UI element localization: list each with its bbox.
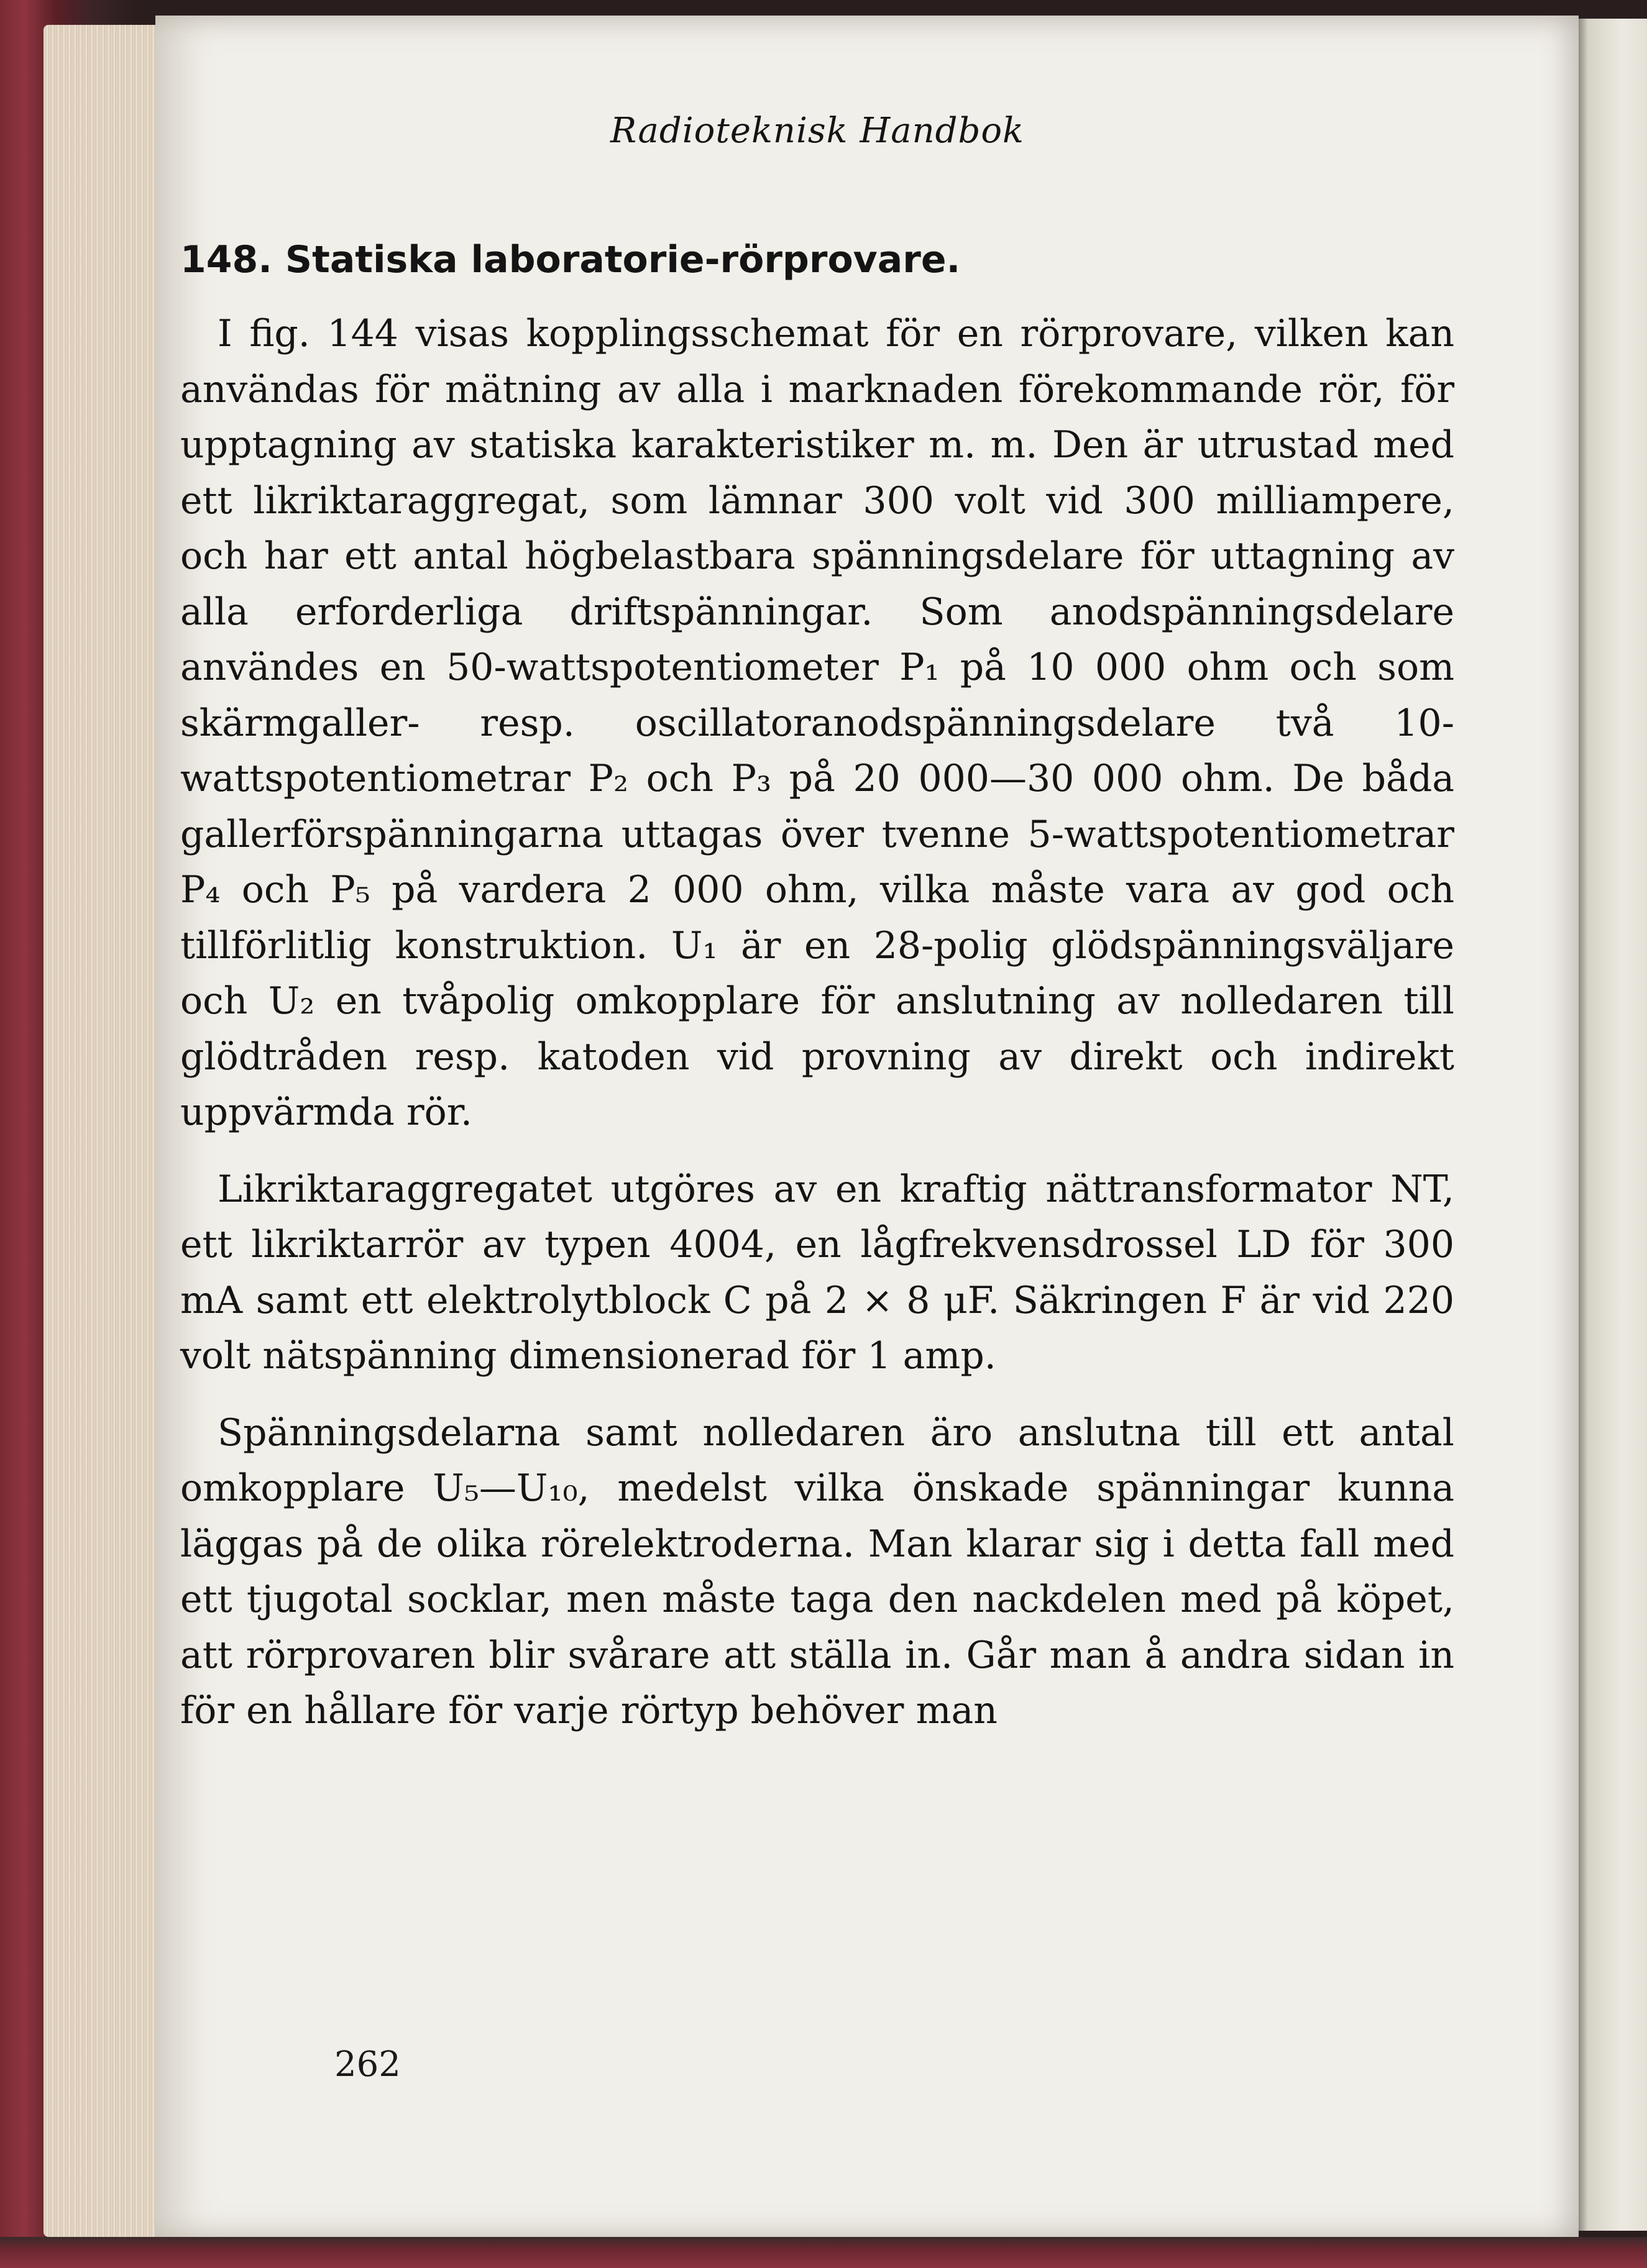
facing-page-edge [1572, 19, 1647, 2231]
page-content [180, 93, 1454, 1739]
running-head: Radioteknisk Handbok [610, 111, 1024, 151]
paragraph-3: Spänningsdelarna samt nolledaren äro anslutna till ett antal omkopplare U₅—U₁₀, medelst vilka önskade spänningar kunna läggas på de olika rörelektroderna. Man klarar sig i detta fall med ett tjugotal socklar, men måste taga den nackdelen med på köpet, att rörprovaren blir svårare att ställa in. Går man å andra sidan in för en hållare för varje rörtyp behöver man [180, 1411, 1454, 1732]
paragraph-2: Likriktaraggregatet utgöres av en kraftig nättransformator NT, ett likriktarrör av typen 4004, en lågfrekvensdrossel LD för 300 mA samt ett elektrolytblock C på 2 × 8 μF. Säkringen F är vid 220 volt nätspänning dimensionerad för 1 amp. [180, 1167, 1454, 1378]
page-edges [44, 25, 168, 2237]
page-number: 262 [334, 2044, 401, 2085]
section-heading: 148. Statiska laboratorie-rörprovare. [180, 238, 961, 281]
binding-strip [0, 2237, 1647, 2268]
paragraph-1: I fig. 144 visas kopplingsschemat för en rörprovare, vilken kan användas för mätning av alla i marknaden förekommande rör, för upptagning av statiska karakteristiker m. m. Den är utrustad med ett likriktaraggregat, som lämnar 300 volt vid 300 milliampere, och har ett antal högbelastbara spänningsdelare för uttagning av alla erforderliga driftspänningar. Som anodspänningsdelare användes en 50-wattspotentiometer P₁ på 10 000 ohm och som skärmgaller- resp. oscillatoranodspänningsdelare två 10-wattspotentiometrar P₂ och P₃ på 20 000—30 000 ohm. De båda gallerförspänningarna uttagas över tvenne 5-wattspotentiometrar P₄ och P₅ på vardera 2 000 ohm, vilka måste vara av god och tillförlitlig konstruktion. U₁ är en 28-polig glödspänningsväljare och U₂ en tvåpolig omkopplare för anslutning av nolledaren till glödtråden resp. katoden vid provning av direkt och indirekt uppvärmda rör. [180, 312, 1454, 1134]
